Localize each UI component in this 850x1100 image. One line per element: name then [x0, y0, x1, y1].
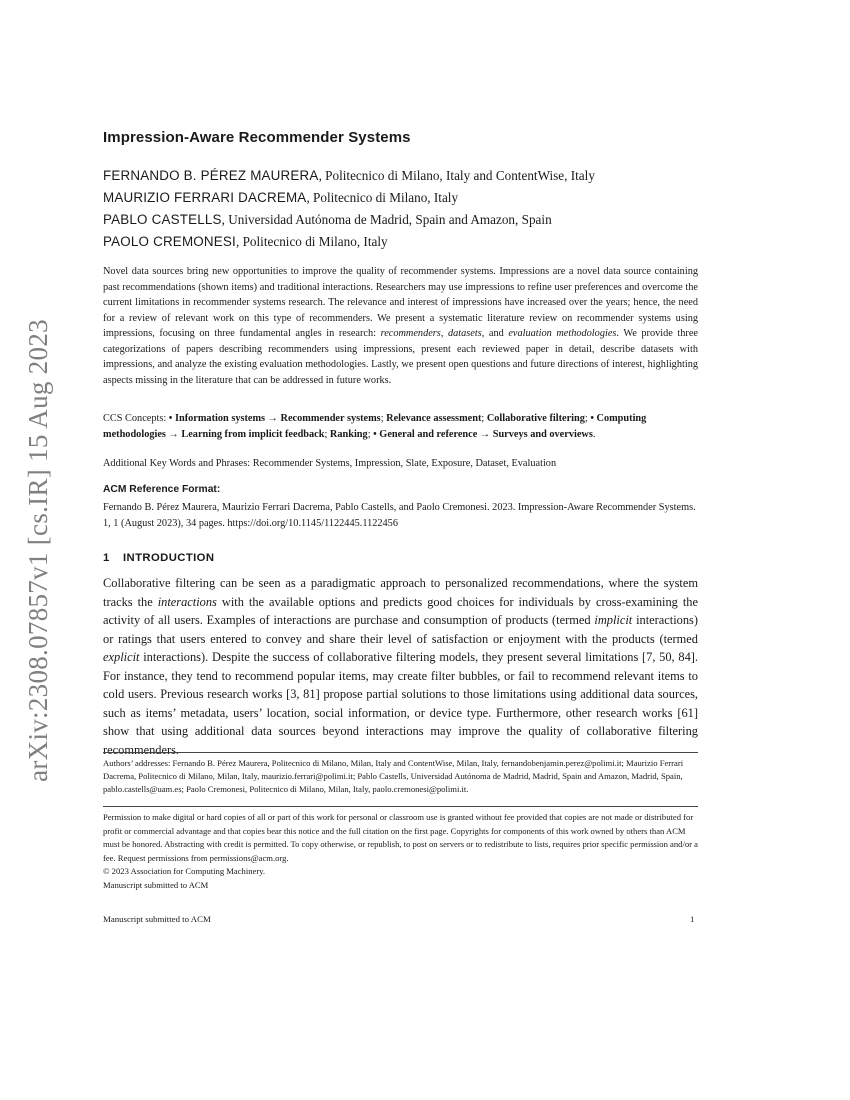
- section-title: INTRODUCTION: [123, 552, 215, 564]
- author-name: PABLO CASTELLS: [103, 212, 222, 227]
- author-name: PAOLO CREMONESI: [103, 234, 236, 249]
- author-3: [103, 209, 698, 231]
- paper-title: Impression-Aware Recommender Systems: [103, 129, 411, 146]
- author-list: [103, 165, 698, 253]
- author-affiliation: , Politecnico di Milano, Italy: [306, 190, 459, 205]
- permission-text: Permission to make digital or hard copies of all or part of this work for personal or classroom use is granted without fee provided that copies are not made or distributed for profit or commercial advantage and that copies bear this notice and the full citation on the first page. Copyrights for components of this work owned by others than ACM must be honored. Abstracting with credit is permitted. To copy otherwise, or republish, to post on servers or to redistribute to lists, requires prior specific permission and/or a fee. Request permissions from permissions@acm.org.: [103, 812, 698, 863]
- keywords: Additional Key Words and Phrases: Recommender Systems, Impression, Slate, Exposure, Dataset, Evaluation: [103, 458, 557, 469]
- authors-addresses: Authors’ addresses: Fernando B. Pérez Maurera, Politecnico di Milano, Milan, Italy and ContentWise, Milan, Italy, fernandobenjamin.perez@polimi.it; Maurizio Ferrari Dacrema, Politecnico di Milano, Milan, Italy, maurizio.ferrari@polimi.it; Pablo Castells, Universidad Autónoma de Madrid, Madrid, Spain and Amazon, Madrid, Spain, pablo.castells@uam.es; Paolo Cremonesi, Politecnico di Milano, Milan, Italy, paolo.cremonesi@polimi.it.: [103, 758, 684, 794]
- abstract: Novel data sources bring new opportunities to improve the quality of recommender systems. Impressions are a novel data source containing past recommendations (shown items) and traditional interactions. Researchers may use impressions to refine user preferences and overcome the current limitations in recommender systems research. The relevance and interest of impressions have increased over the years; hence, the need for a review of relevant work on this type of recommenders. We present a systematic literature review on recommender systems using impressions, focusing on three fundamental angles in research: recommenders, datasets, and evaluation methodologies. We provide three categorizations of papers describing recommenders using impressions, present each reviewed paper in detail, describe datasets with impressions, and analyze the existing evaluation methodologies. Lastly, we present open questions and future directions of interest, highlighting aspects missing in the literature that can be addressed in future works.: [103, 266, 698, 386]
- arxiv-id: arXiv:2308.07857v1 [cs.IR] 15 Aug 2023: [22, 318, 53, 782]
- author-affiliation: , Universidad Autónoma de Madrid, Spain and Amazon, Spain: [221, 212, 552, 227]
- introduction-paragraph: Collaborative filtering can be seen as a paradigmatic approach to personalized recommendations, where the system tracks the interactions with the available options and predicts good choices for individuals by cross-examining the activity of all users. Examples of interactions are purchase and consumption of products (termed implicit interactions) or ratings that users entered to convey and share their level of satisfaction or enjoyment with the products (termed explicit interactions). Despite the success of collaborative filtering models, they present several limitations [7, 50, 84]. For instance, they tend to recommend popular items, may create filter bubbles, or fail to recommend relevant items to cold users. Previous research works [3, 81] propose partial solutions to those limitations using additional data sources, such as items’ metadata, users’ location, social information, or device type. Furthermore, other research works [61] show that using additional data sources beyond interactions may improve the quality of collaborative filtering recommenders.: [103, 576, 698, 757]
- author-affiliation: , Politecnico di Milano, Italy and ContentWise, Italy: [318, 168, 595, 183]
- copyright-line: © 2023 Association for Computing Machinery.: [103, 866, 266, 877]
- footnote-divider: [103, 752, 698, 753]
- page-number: 1: [690, 914, 695, 924]
- section-number: 1: [103, 552, 110, 564]
- reference-heading: ACM Reference Format:: [103, 484, 221, 495]
- section-heading: [103, 552, 698, 564]
- author-1: [103, 165, 698, 187]
- author-name: MAURIZIO FERRARI DACREMA: [103, 190, 307, 205]
- permission-divider: [103, 806, 698, 807]
- reference-text: Fernando B. Pérez Maurera, Maurizio Ferrari Dacrema, Pablo Castells, and Paolo Cremonesi. 2023. Impression-Aware Recommender Systems. 1, 1 (August 2023), 34 pages. https://doi.org/10.1145/1122445.1122456: [103, 502, 696, 529]
- footer-left: Manuscript submitted to ACM: [103, 914, 211, 924]
- permission-block: [103, 811, 698, 893]
- author-name: FERNANDO B. PÉREZ MAURERA: [103, 168, 319, 183]
- author-2: [103, 187, 698, 209]
- author-affiliation: , Politecnico di Milano, Italy: [235, 234, 388, 249]
- manuscript-line: Manuscript submitted to ACM: [103, 879, 209, 890]
- author-4: [103, 231, 698, 253]
- arxiv-stamp: [12, 300, 64, 800]
- ccs-concepts: CCS Concepts: • Information systems → Recommender systems; Relevance assessment; Collaborative filtering; • Computing methodologies → Learning from implicit feedback; Ranking; • General and reference → Surveys and overviews.: [103, 413, 647, 440]
